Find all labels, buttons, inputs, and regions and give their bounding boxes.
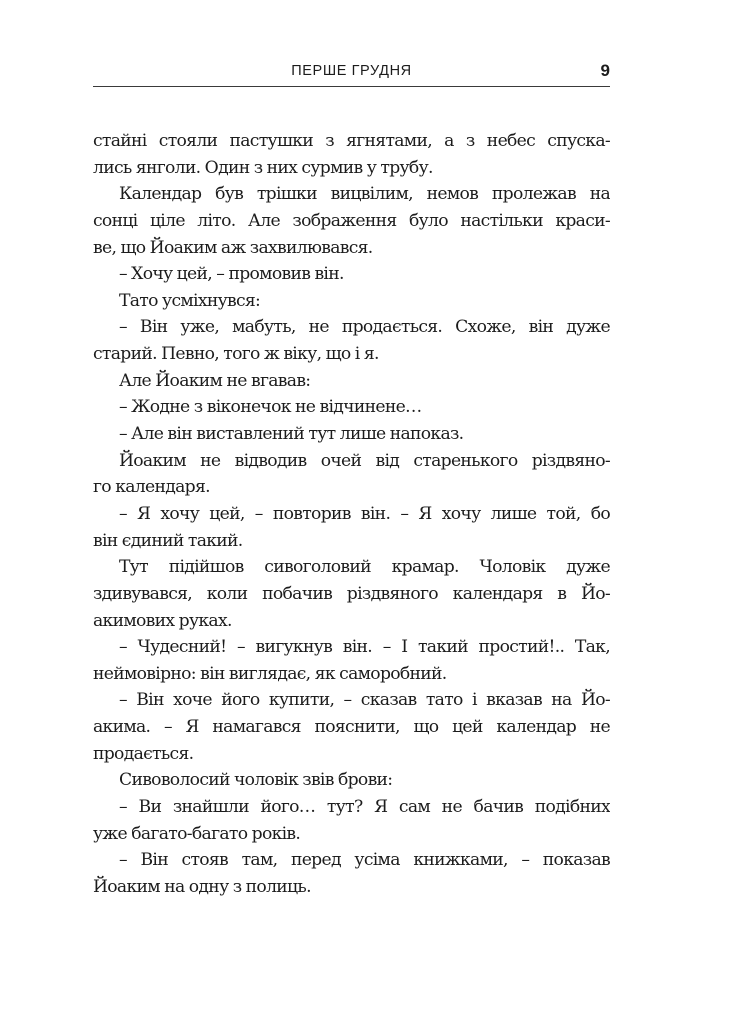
text-line: неймовірно: він виглядає, як саморобний. [93,663,447,684]
text-line: Йоаким на одну з полиць. [93,876,311,897]
text-line: здивувався, коли побачив різдвяного календаря в Йо- [93,583,610,604]
text-line: – Ви знайшли його… тут? Я сам не бачив подібних [119,797,610,818]
text-line: – Жодне з віконечок не відчинене… [119,397,422,418]
running-title: ПЕРШЕ ГРУДНЯ [291,63,412,79]
page-number: 9 [600,61,610,80]
text-line: акима. – Я намагався пояснити, що цей календар не [93,717,610,738]
text-line: уже багато-багато років. [93,823,301,844]
text-line: продається. [93,743,194,764]
text-line: лись янголи. Один з них сурмив у трубу. [93,157,433,178]
text-line: Але Йоаким не вгавав: [119,370,311,391]
text-line: акимових руках. [93,610,232,631]
text-line: він єдиний такий. [93,530,243,551]
text-line: го календаря. [93,477,210,498]
body-text [93,128,610,901]
text-line: старий. Певно, того ж віку, що і я. [93,344,379,365]
text-line: стайні стояли пастушки з ягнятами, а з небес спуска- [93,131,610,151]
text-line: Тато усміхнувся: [119,290,261,311]
text-line: – Він уже, мабуть, не продається. Схоже, він дуже [119,317,610,338]
running-header [93,60,610,87]
text-line: Йоаким не відводив очей від старенького різдвяно- [119,450,610,471]
text-line: сонці ціле літо. Але зображення було настільки краси- [93,210,610,231]
text-line: Календар був трішки вицвілим, немов пролежав на [119,184,610,205]
text-line: ве, що Йоаким аж захвилювався. [93,237,373,258]
text-line: Сивоволосий чоловік звів брови: [119,770,393,791]
text-line: – Я хочу цей, – повторив він. – Я хочу лише той, бо [119,503,610,524]
text-line: – Чудесний! – вигукнув він. – І такий простий!.. Так, [119,637,610,658]
text-line: – Хочу цей, – промовив він. [119,264,344,285]
text-line: – Він стояв там, перед усіма книжками, – показав [119,850,610,871]
text-line: Тут підійшов сивоголовий крамар. Чоловік дуже [119,557,610,578]
text-line: – Він хоче його купити, – сказав тато і вказав на Йо- [119,690,610,711]
text-line: – Але він виставлений тут лише напоказ. [119,424,464,445]
